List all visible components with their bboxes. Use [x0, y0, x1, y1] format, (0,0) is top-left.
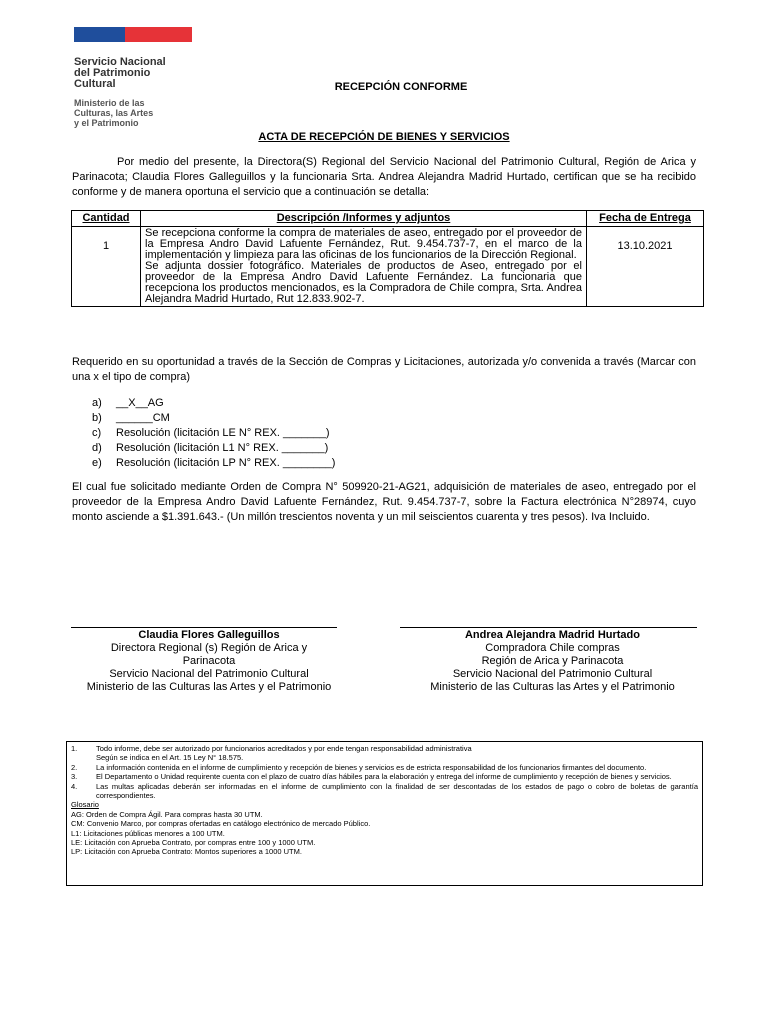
option-text: Resolución (licitación LE N° REX. _______) — [116, 427, 330, 439]
signer-org: Servicio Nacional del Patrimonio Cultural — [452, 668, 653, 680]
signer-org: Servicio Nacional del Patrimonio Cultural — [109, 668, 309, 680]
option-text: __X__AG — [116, 397, 164, 409]
option-letter: c) — [92, 427, 102, 439]
logo-ministry-name — [74, 98, 153, 128]
glosario-item: L1: Licitaciones públicas menores a 100 UTM. — [71, 828, 225, 838]
header-descripcion: Descripción /Informes y adjuntos — [141, 211, 587, 227]
note-number: 4. — [71, 781, 78, 791]
option-text: Resolución (licitación LP N° REX. ________) — [116, 457, 336, 469]
signer-region: Región de Arica y Parinacota — [481, 655, 624, 667]
signer-name: Claudia Flores Galleguillos — [138, 629, 280, 641]
note-number: 3. — [71, 772, 78, 782]
signature-line-2 — [400, 627, 697, 628]
signature-block-2 — [405, 629, 700, 694]
descripcion-part-1: Se recepciona conforme la compra de materiales de aseo, entregado por el proveedor de la Empresa Andro David Lafuente Fernández, Rut. 9.454.737-7, en el marco de la implementación y limpieza para las oficinas de los funcionarios de la Dirección Regional. — [145, 227, 582, 261]
option-text: Resolución (licitación L1 N° REX. _______) — [116, 442, 329, 454]
signer-ministry: Ministerio de las Culturas las Artes y el Patrimonio — [86, 681, 332, 693]
signer-name: Andrea Alejandra Madrid Hurtado — [464, 629, 640, 641]
option-c — [92, 426, 335, 441]
logo-org-line: Cultural — [74, 78, 116, 90]
logo-red-segment — [125, 27, 192, 42]
option-a — [92, 396, 335, 411]
option-letter: d) — [92, 442, 102, 454]
note-item — [71, 782, 698, 801]
option-b — [92, 411, 335, 426]
logo-org-line: Servicio Nacional — [74, 56, 166, 68]
glosario-title: Glosario — [71, 800, 99, 810]
descripcion-part-2: Se adjunta dossier fotográfico. Materiales de productos de Aseo, entregado por el proveedor de la Empresa Andro David Lafuente Fernández. La funcionaria que recepciona los productos mencionados, es la Compradora de Chile compra, Srta. Andrea Alejandra Madrid Hurtado, Rut 12.833.902-7. — [145, 260, 582, 305]
reception-table — [71, 210, 704, 307]
option-letter: a) — [92, 397, 102, 409]
table-row — [72, 227, 704, 307]
logo-ministry-line: Ministerio de las — [74, 98, 145, 108]
option-letter: b) — [92, 412, 102, 424]
signature-block-1 — [84, 629, 334, 694]
note-item-continuation — [71, 753, 698, 762]
acta-title: ACTA DE RECEPCIÓN DE BIENES Y SERVICIOS — [258, 131, 510, 143]
logo-color-bar — [74, 27, 192, 42]
document-title: RECEPCIÓN CONFORME — [334, 81, 468, 93]
option-text: ______CM — [116, 412, 170, 424]
table-header-row — [72, 211, 704, 227]
option-letter: e) — [92, 457, 102, 469]
note-text-cont: Según se indica en el Art. 15 Ley N° 18.575. — [96, 753, 244, 763]
note-item — [71, 744, 698, 753]
notes-box — [66, 741, 703, 886]
signer-role: Directora Regional (s) Región de Arica y Parinacota — [110, 642, 308, 667]
glosario-item: LP: Licitación con Aprueba Contrato: Montos superiores a 1000 UTM. — [71, 847, 302, 857]
note-item — [71, 772, 698, 781]
purchase-type-options — [92, 396, 335, 471]
note-number: 2. — [71, 762, 78, 772]
signature-line-1 — [71, 627, 337, 628]
header-fecha: Fecha de Entrega — [587, 211, 704, 227]
logo-ministry-line: Culturas, las Artes — [74, 108, 154, 118]
note-text: La información contenida en el informe de cumplimiento y recepción de bienes y servicios es de estricta responsabilidad de los funcionarios firmantes del documento. — [96, 762, 647, 772]
cell-descripcion — [141, 227, 587, 307]
logo-blue-segment — [74, 27, 125, 42]
cell-cantidad: 1 — [72, 227, 141, 307]
option-d — [92, 441, 335, 456]
requerido-paragraph: Requerido en su oportunidad a través de la Sección de Compras y Licitaciones, autorizada y/o convenida a través (Marcar con una x el tipo de compra) — [72, 356, 696, 383]
option-e — [92, 456, 335, 471]
purchase-order-paragraph: El cual fue solicitado mediante Orden de Compra N° 509920-21-AG21, adquisición de materiales de aseo, entregado por el proveedor de la Empresa Andro David Lafuente Fernández, Rut. 9.454.737-7, sobre la Factura electrónica N°28974, cuyo monto asciende a $1.391.643.- (Un millón trescientos noventa y un mil seiscientos cuarenta y tres pesos). Iva Incluido. — [72, 481, 696, 523]
intro-paragraph: Por medio del presente, la Directora(S) Regional del Servicio Nacional del Patrimonio Cultural, Región de Arica y Parinacota; Claudia Flores Galleguillos y la funcionaria Srta. Andrea Alejandra Madrid Hurtado, certifican que se ha recibido conforme y de manera oportuna el servicio que a continuación se detalla: — [72, 156, 696, 198]
note-item — [71, 763, 698, 772]
header-cantidad: Cantidad — [72, 211, 141, 227]
signer-ministry: Ministerio de las Culturas las Artes y el Patrimonio — [430, 681, 675, 693]
note-text: Todo informe, debe ser autorizado por funcionarios acreditados y por ende tengan responsabilidad administrativa — [96, 744, 472, 753]
logo-ministry-line: y el Patrimonio — [74, 118, 139, 128]
glosario-item: AG: Orden de Compra Ágil. Para compras hasta 30 UTM. — [71, 809, 263, 819]
signer-role: Compradora Chile compras — [485, 642, 620, 654]
note-number: 1. — [71, 744, 78, 753]
cell-fecha: 13.10.2021 — [587, 227, 704, 307]
note-text: El Departamento o Unidad requirente cuenta con el plazo de cuatro días hábiles para la elaboración y entrega del informe de cumplimiento y recepción de bienes y servicios. — [96, 772, 672, 782]
glosario-item: LE: Licitación con Aprueba Contrato, por compras entre 100 y 1000 UTM. — [71, 838, 316, 848]
logo-org-line: del Patrimonio — [74, 67, 151, 79]
note-text: Las multas aplicadas deberán ser informadas en el informe de cumplimiento con la finalidad de ser descontadas de los estados de pago o cobro de boletas de garantía correspondientes. — [96, 781, 698, 801]
glosario-item: CM: Convenio Marco, por compras ofertadas en catálogo electrónico de mercado Público. — [71, 819, 371, 829]
